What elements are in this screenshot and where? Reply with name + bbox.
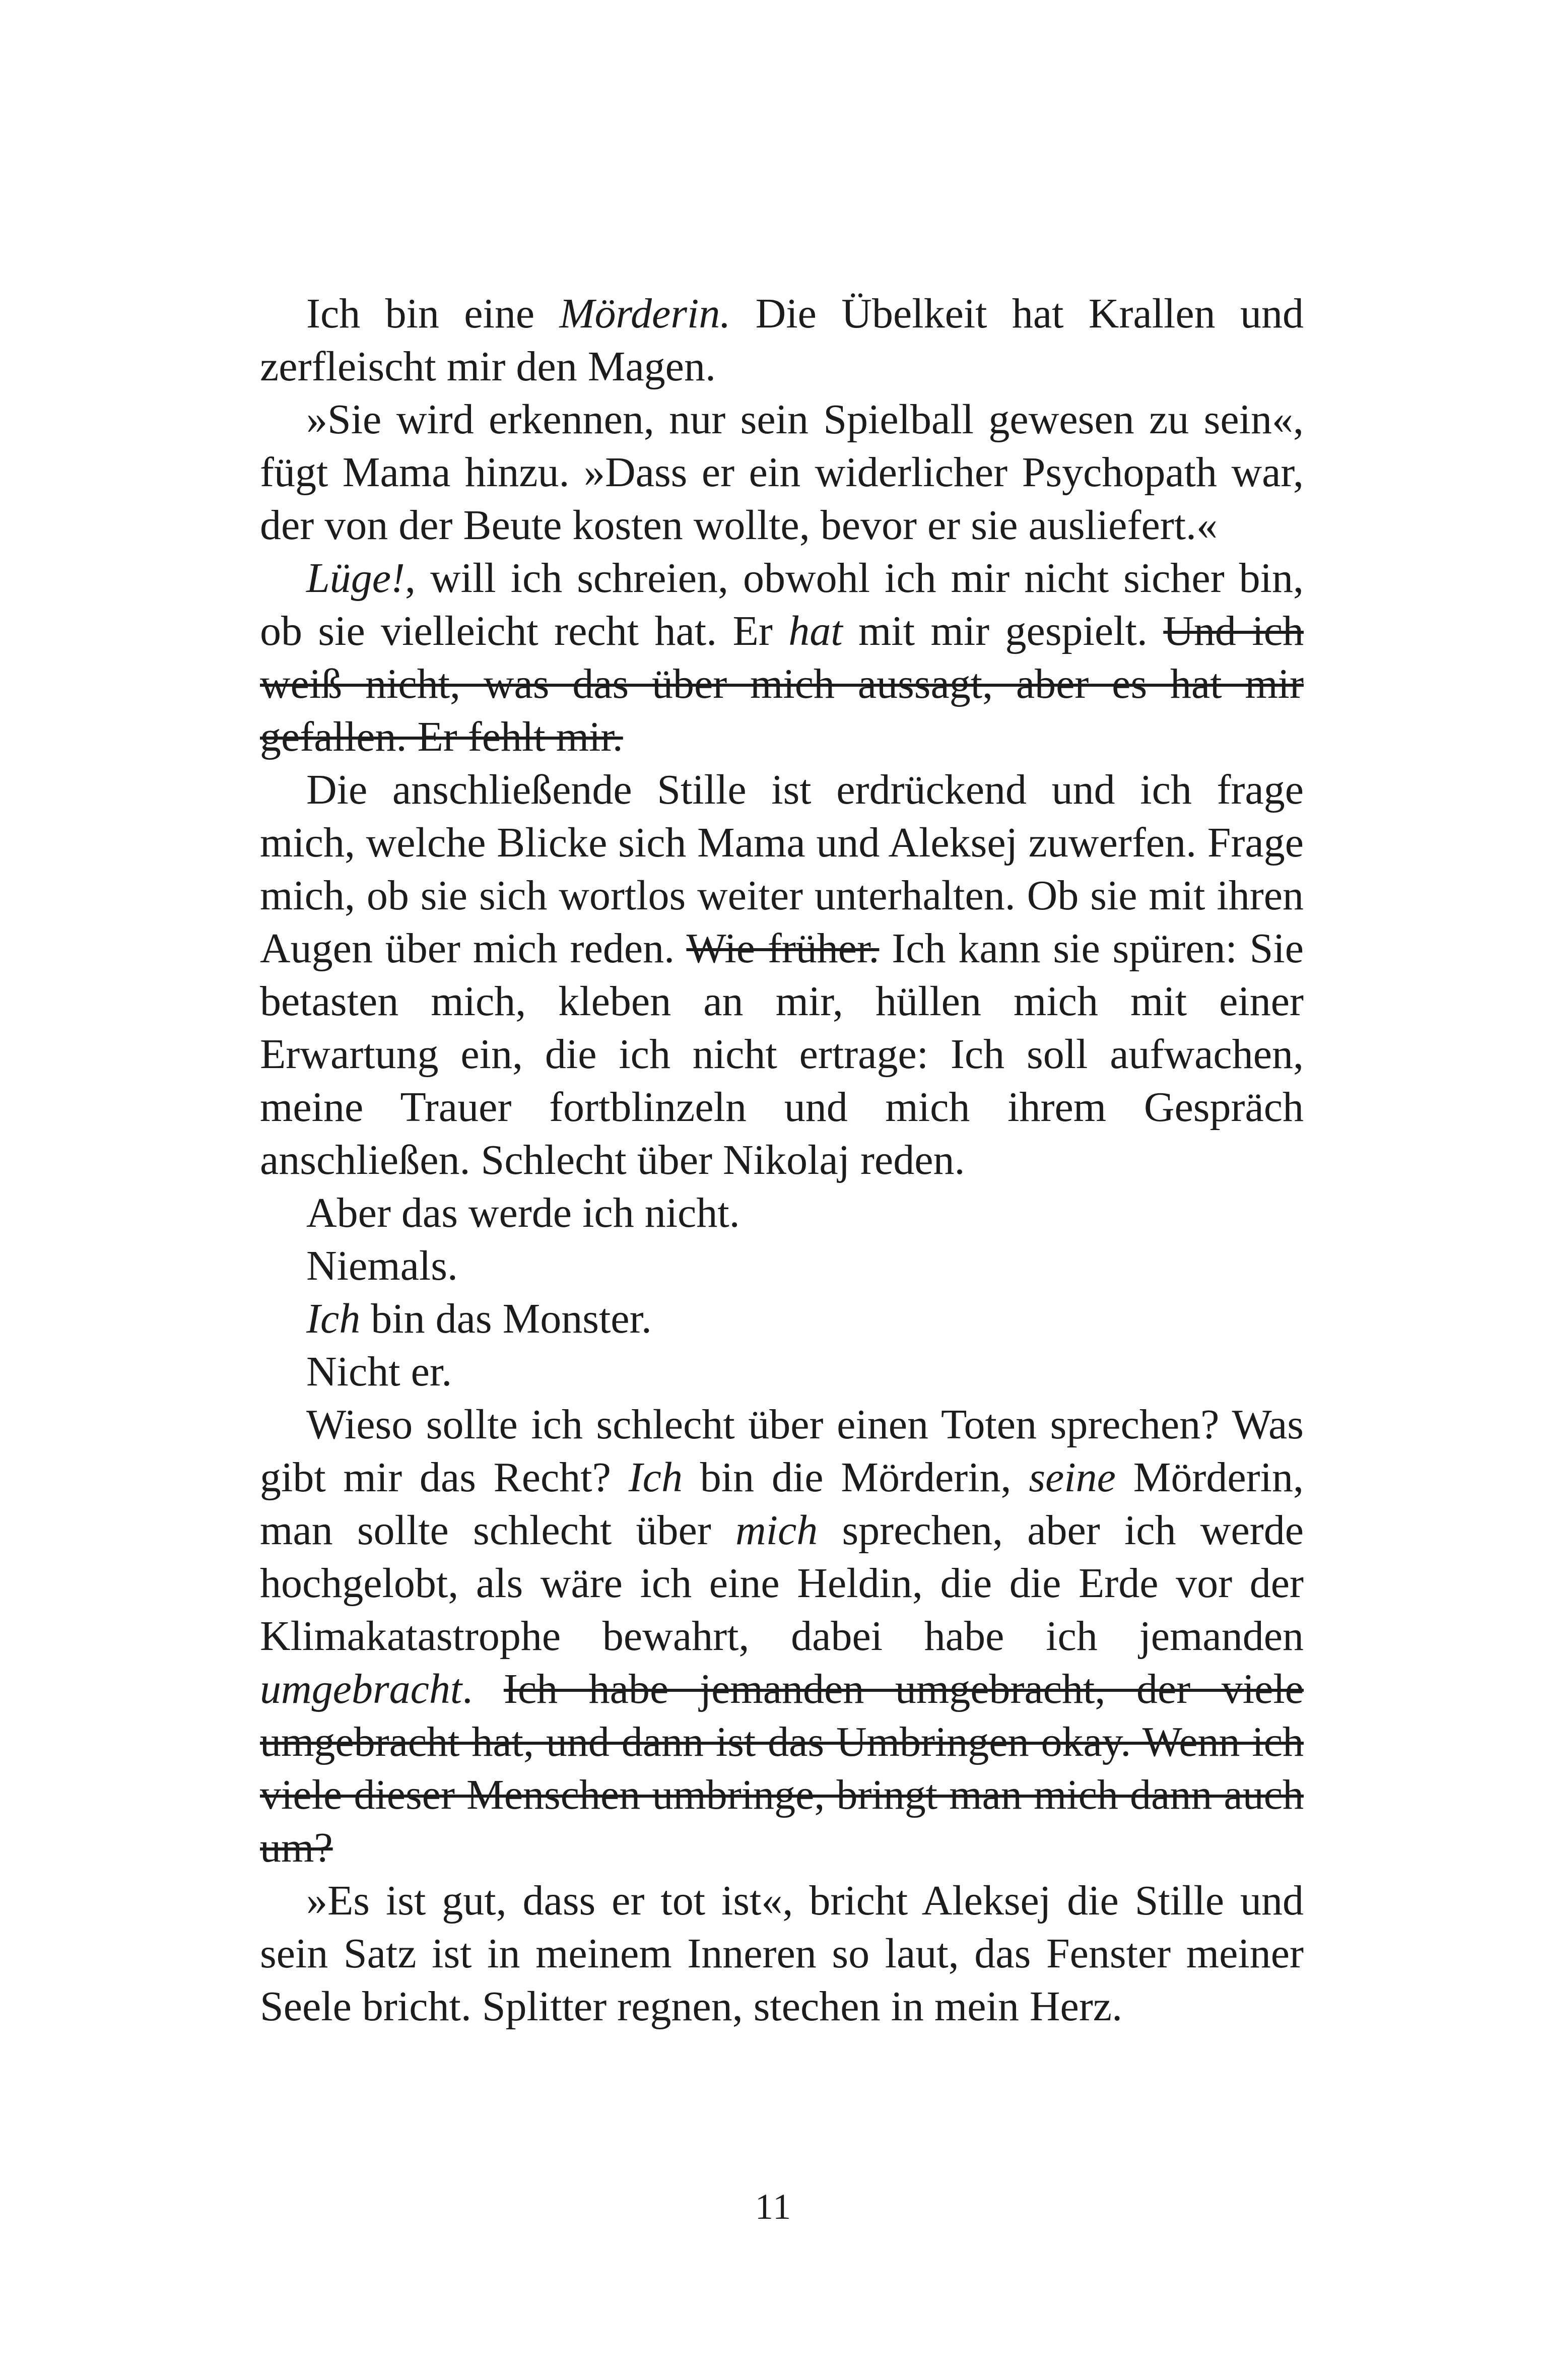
paragraph [260,393,1304,552]
text-run: Ich bin eine [306,290,560,337]
emphasized-text: Ich [628,1454,683,1501]
text-run: , will ich schreien, obwohl ich mir nicht sicher bin, ob sie vielleicht recht hat. Er [260,555,1304,654]
paragraph [260,1292,1304,1345]
text-run: »Sie wird erkennen, nur sein Spielball gewesen zu sein«, fügt Mama hinzu. »Dass er ein widerlicher Psychopath war, der von der Beute kosten wollte, bevor er sie ausliefert.« [260,396,1304,549]
text-run: Niemals. [306,1242,458,1289]
paragraph [260,1345,1304,1398]
text-run: Nicht er. [306,1348,452,1395]
text-run: Mörderin, man sollte schlecht über [260,1454,1304,1554]
text-run: bin die Mörderin, [682,1454,1029,1501]
struck-through-text: Und ich weiß nicht, was das über mich aussagt, aber es hat mir gefallen. Er fehlt mir. [260,608,1304,760]
struck-through-text: Wie früher. [686,925,880,972]
paragraph [260,552,1304,763]
text-run: Die Übelkeit hat Krallen und zerfleischt mir den Magen. [260,290,1304,390]
paragraph [260,1239,1304,1292]
paragraph [260,287,1304,393]
text-run: mit mir gespielt. [842,608,1164,654]
text-run: Aber das werde ich nicht. [306,1189,740,1236]
text-run: sprechen, aber ich werde hochgelobt, als wäre ich eine Heldin, die die Erde vor der Klimakatastrophe bewahrt, dabei habe ich jemanden [260,1507,1304,1660]
paragraph [260,763,1304,1186]
text-run: Ich kann sie spüren: Sie betasten mich, kleben an mir, hüllen mich mit einer Erwartung ein, die ich nicht ertrage: Ich soll aufwachen, meine Trauer fortblinzeln und mich ihrem Gespräch anschließen. Schlecht über Nikolaj reden. [260,925,1304,1183]
text-run: »Es ist gut, dass er tot ist«, bricht Aleksej die Stille und sein Satz ist in meinem Inneren so laut, das Fenster meiner Seele bricht. Splitter regnen, stechen in mein Herz. [260,1877,1304,2030]
text-run: Die anschließende Stille ist erdrückend und ich frage mich, welche Blicke sich Mama und Aleksej zuwerfen. Frage mich, ob sie sich wortlos weiter unterhalten. Ob sie mit ihren Augen über mich reden. [260,766,1304,972]
page-number: 11 [755,2187,792,2227]
paragraph [260,1874,1304,2033]
emphasized-text: umgebracht [260,1666,462,1712]
emphasized-text: mich [735,1507,818,1554]
emphasized-text: seine [1029,1454,1116,1501]
body-text [260,287,1304,2033]
emphasized-text: Ich [306,1295,361,1342]
text-run: . [462,1666,504,1712]
emphasized-text: Mörderin. [559,290,731,337]
paragraph [260,1186,1304,1239]
paragraph [260,1398,1304,1874]
emphasized-text: hat [788,608,843,654]
emphasized-text: Lüge! [306,555,405,602]
text-run: bin das Monster. [360,1295,652,1342]
struck-through-text: Ich habe jemanden umgebracht, der viele umgebracht hat, und dann ist das Umbringen okay. Wenn ich viele dieser Menschen umbringe, bringt man mich dann auch um? [260,1666,1304,1871]
text-run: Wieso sollte ich schlecht über einen Toten sprechen? Was gibt mir das Recht? [260,1401,1304,1501]
